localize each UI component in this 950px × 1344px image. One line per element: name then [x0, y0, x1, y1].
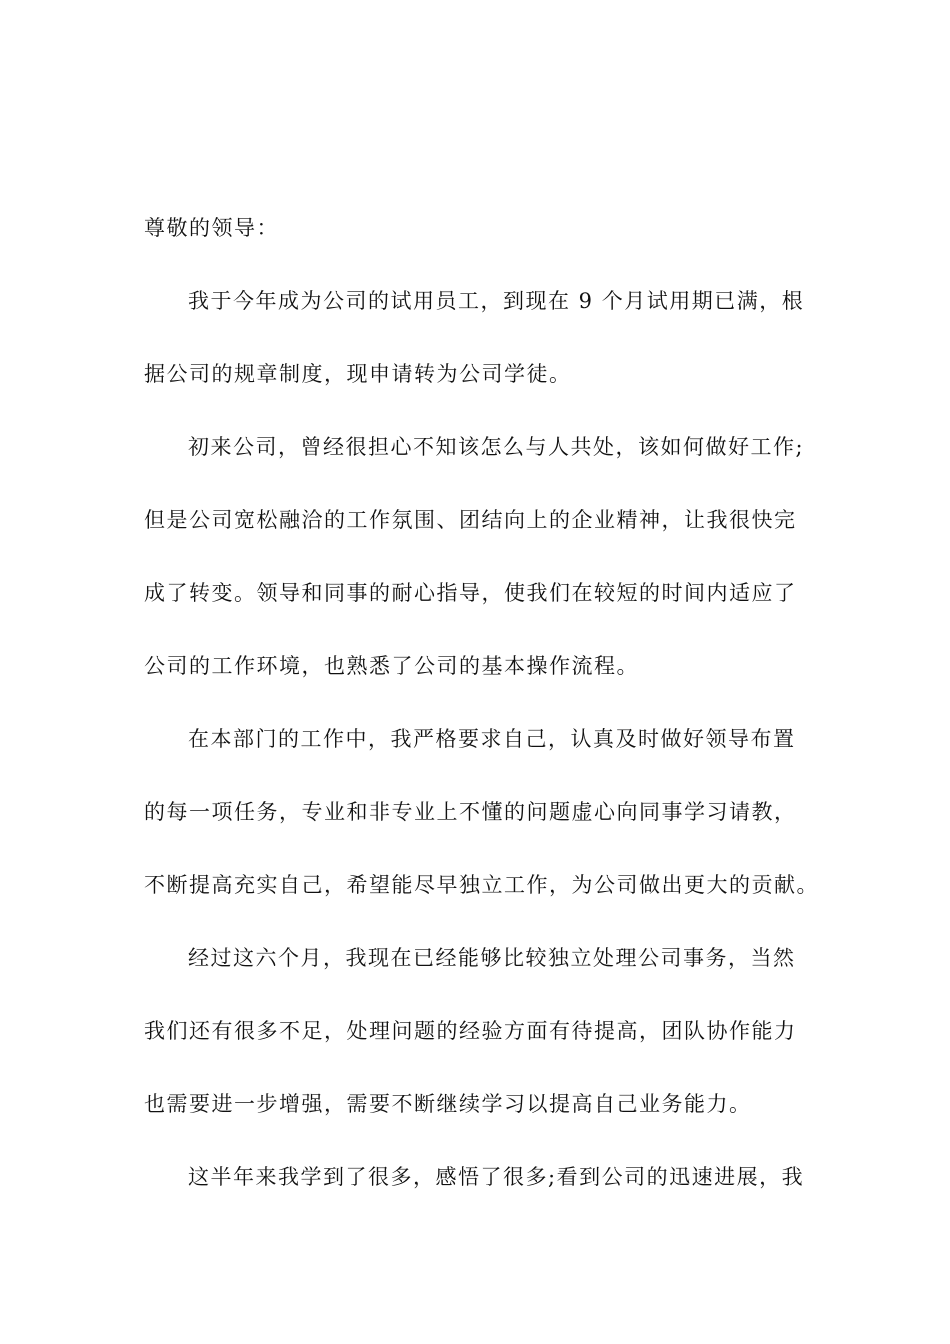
paragraph-4-line-2: 我们还有很多不足，处理问题的经验方面有待提高，团队协作能力	[144, 1019, 797, 1043]
paragraph-1-line-1: 我于今年成为公司的试用员工，到现在 9 个月试用期已满，根	[188, 289, 805, 313]
paragraph-2-line-1: 初来公司，曾经很担心不知该怎么与人共处，该如何做好工作;	[188, 435, 805, 459]
paragraph-4-line-3: 也需要进一步增强，需要不断继续学习以提高自己业务能力。	[144, 1092, 752, 1116]
paragraph-3-line-2: 的每一项任务，专业和非专业上不懂的问题虚心向同事学习请教，	[144, 800, 797, 824]
salutation: 尊敬的领导：	[144, 216, 279, 240]
paragraph-2-line-4: 公司的工作环境，也熟悉了公司的基本操作流程。	[144, 654, 639, 678]
paragraph-1-line-2: 据公司的规章制度，现申请转为公司学徒。	[144, 362, 572, 386]
paragraph-4-line-1: 经过这六个月，我现在已经能够比较独立处理公司事务，当然	[188, 946, 796, 970]
paragraph-3-line-3: 不断提高充实自己，希望能尽早独立工作，为公司做出更大的贡献。	[144, 873, 819, 897]
paragraph-2-line-2: 但是公司宽松融洽的工作氛围、团结向上的企业精神，让我很快完	[144, 508, 797, 532]
paragraph-2-line-3: 成了转变。领导和同事的耐心指导，使我们在较短的时间内适应了	[144, 581, 797, 605]
paragraph-5-line-1: 这半年来我学到了很多，感悟了很多;看到公司的迅速进展，我	[188, 1165, 805, 1189]
paragraph-3-line-1: 在本部门的工作中，我严格要求自己，认真及时做好领导布置	[188, 727, 796, 751]
